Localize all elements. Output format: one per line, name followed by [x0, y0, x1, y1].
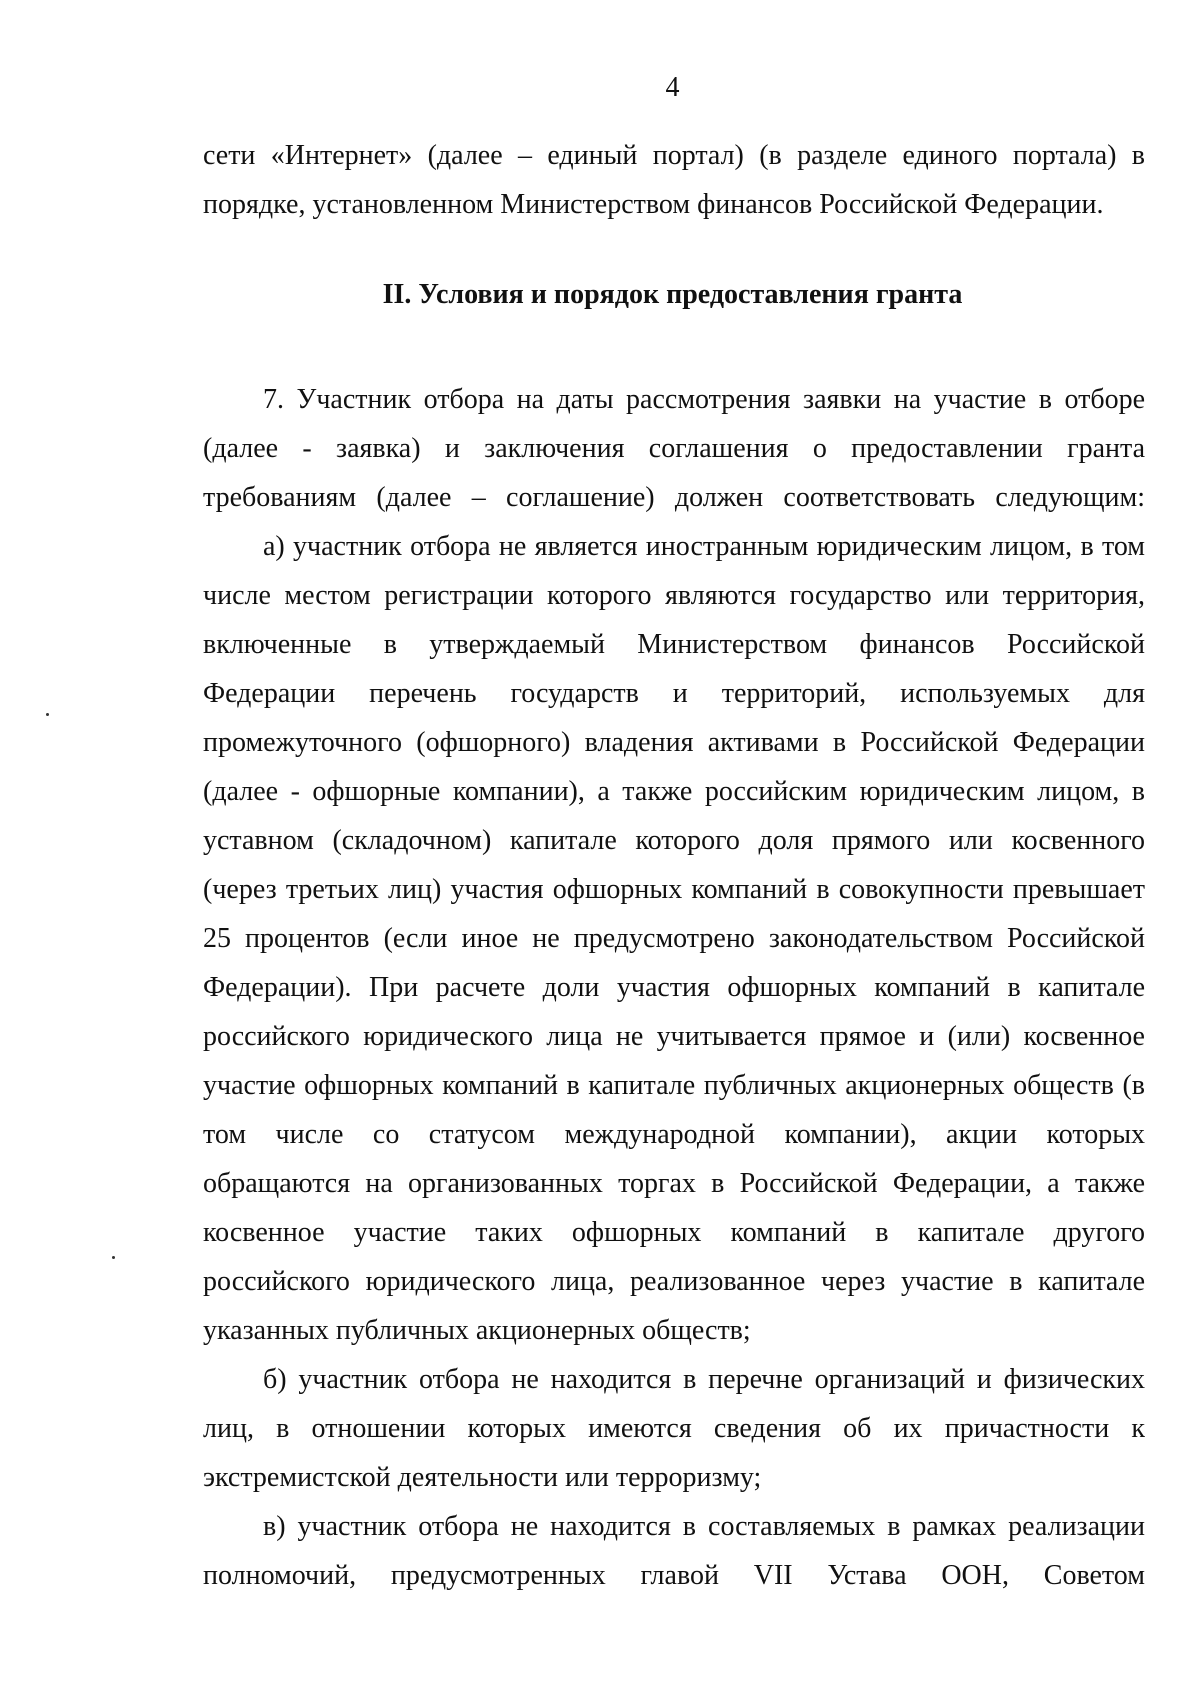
- paragraph-a: [203, 522, 1145, 1355]
- text-line: полномочий, предусмотренных главой VII Устава ООН, Советом: [203, 1560, 1145, 1591]
- text-line: лиц, в отношении которых имеются сведения об их причастности к: [203, 1413, 1145, 1444]
- text-line: включенные в утверждаемый Министерством финансов Российской: [203, 629, 1145, 660]
- text-line: числе местом регистрации которого являются государство или территория,: [203, 580, 1145, 611]
- text-line: указанных публичных акционерных обществ;: [203, 1315, 751, 1346]
- text-line: в) участник отбора не находится в составляемых в рамках реализации: [263, 1511, 1145, 1542]
- text-line: уставном (складочном) капитале которого доля прямого или косвенного: [203, 825, 1145, 856]
- text-line: российского юридического лица, реализованное через участие в капитале: [203, 1266, 1145, 1297]
- text-line: а) участник отбора не является иностранным юридическим лицом, в том: [263, 531, 1145, 562]
- text-line: Федерации перечень государств и территорий, используемых для: [203, 678, 1145, 709]
- main-text: [203, 375, 1145, 1600]
- text-line: Федерации). При расчете доли участия офшорных компаний в капитале: [203, 972, 1145, 1003]
- text-line: б) участник отбора не находится в перечне организаций и физических: [263, 1364, 1145, 1395]
- paragraph-v: [203, 1502, 1145, 1600]
- page-number: 4: [665, 72, 680, 103]
- text-line: 25 процентов (если иное не предусмотрено законодательством Российской: [203, 923, 1145, 954]
- paragraph-b: [203, 1355, 1145, 1502]
- text-line: промежуточного (офшорного) владения активами в Российской Федерации: [203, 727, 1145, 758]
- text-line: (через третьих лиц) участия офшорных компаний в совокупности превышает: [203, 874, 1145, 905]
- text-line: российского юридического лица не учитывается прямое и (или) косвенное: [203, 1021, 1145, 1052]
- text-line: порядке, установленном Министерством финансов Российской Федерации.: [203, 189, 1104, 220]
- scan-speck: [112, 1256, 115, 1259]
- text-line: (далее - заявка) и заключения соглашения о предоставлении гранта: [203, 433, 1145, 464]
- text-line: требованиям (далее – соглашение) должен соответствовать следующим:: [203, 482, 1145, 513]
- section-heading: II. Условия и порядок предоставления гранта: [382, 279, 963, 310]
- text-line: обращаются на организованных торгах в Российской Федерации, а также: [203, 1168, 1145, 1199]
- text-line: том числе со статусом международной компании), акции которых: [203, 1119, 1145, 1150]
- text-line: сети «Интернет» (далее – единый портал) (в разделе единого портала) в: [203, 140, 1145, 171]
- text-line: участие офшорных компаний в капитале публичных акционерных обществ (в: [203, 1070, 1145, 1101]
- intro-paragraph: [203, 131, 1145, 229]
- text-line: косвенное участие таких офшорных компаний в капитале другого: [203, 1217, 1145, 1248]
- paragraph-7: [203, 375, 1145, 522]
- text-line: (далее - офшорные компании), а также российским юридическим лицом, в: [203, 776, 1145, 807]
- text-line: 7. Участник отбора на даты рассмотрения заявки на участие в отборе: [263, 384, 1145, 415]
- text-line: экстремистской деятельности или терроризму;: [203, 1462, 762, 1493]
- scan-speck: [46, 713, 49, 716]
